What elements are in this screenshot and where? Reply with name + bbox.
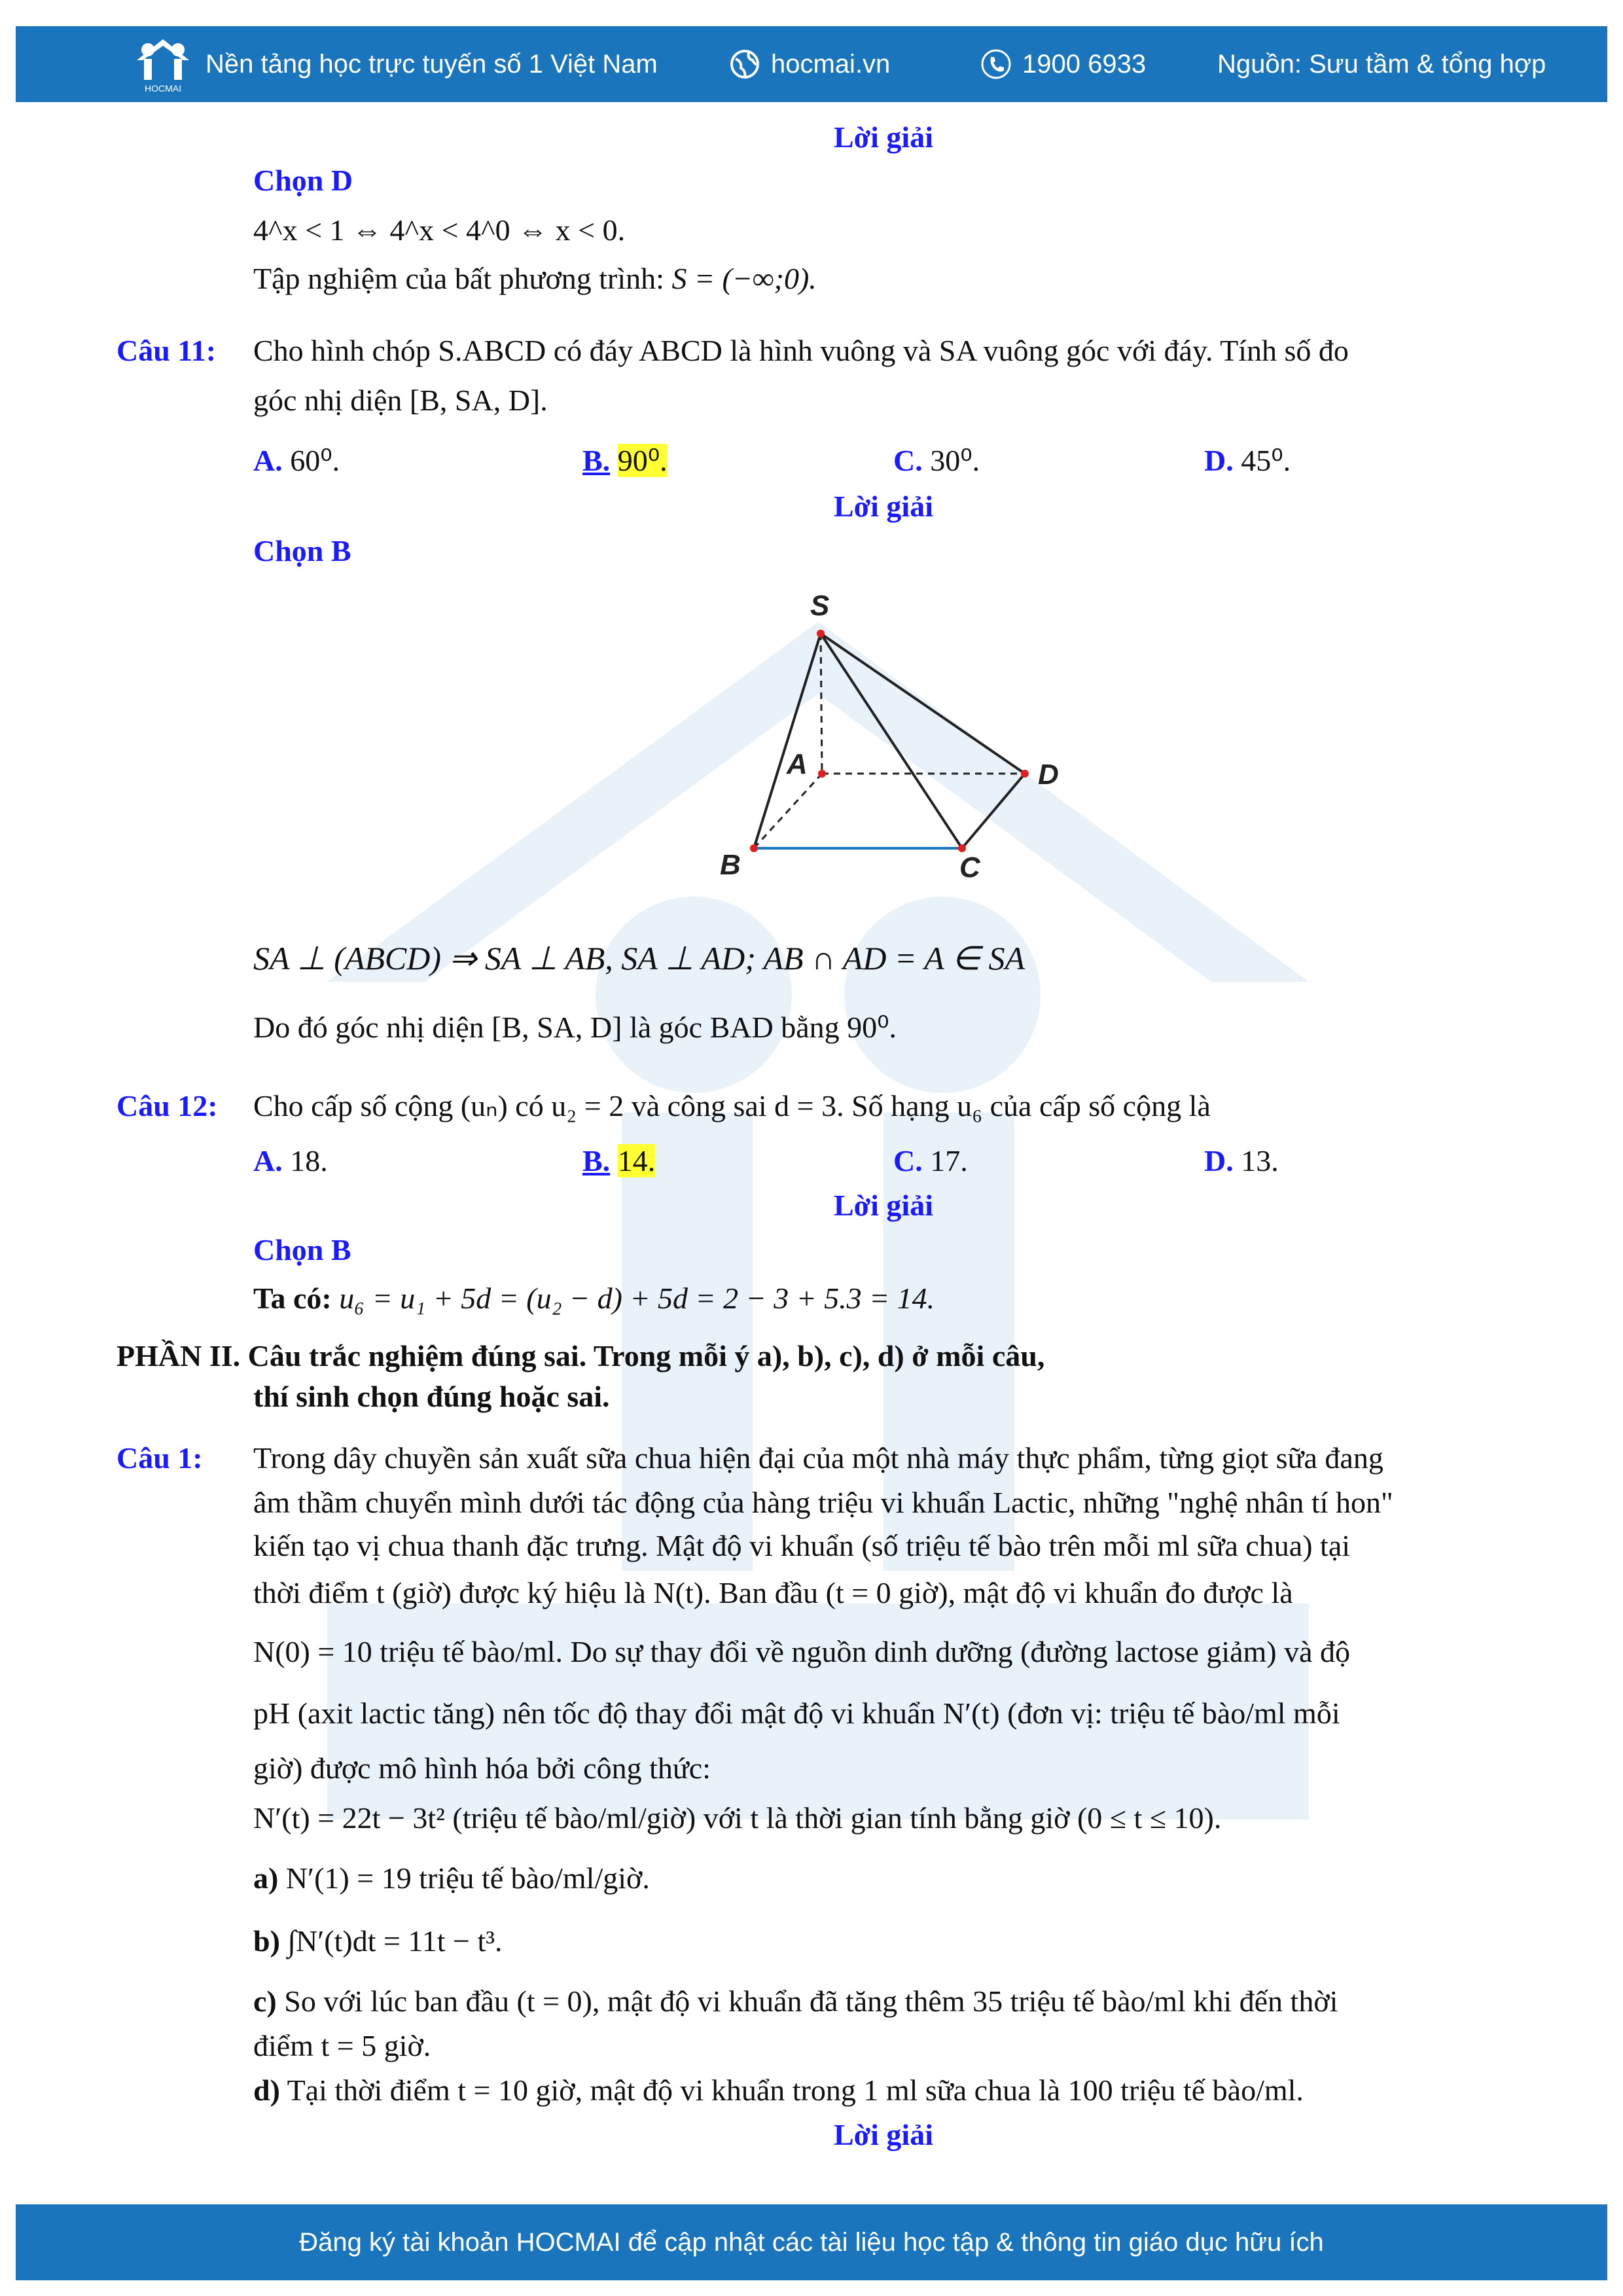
- q12-option-d-value: 13.: [1241, 1144, 1279, 1177]
- q11-option-c: [893, 442, 980, 479]
- q12-option-a-key: A.: [253, 1144, 283, 1177]
- vertex-S: [817, 630, 825, 637]
- vertex-D: [1021, 770, 1029, 778]
- q1-statement-d-key: d): [253, 2073, 280, 2107]
- q12-option-c: [893, 1143, 968, 1179]
- q11-option-d: [1204, 442, 1291, 479]
- q12-text: Cho cấp số cộng (uₙ) có u₂ = 2 và công sai d = 3. Số hạng u₆ của cấp số cộng là: [253, 1089, 1211, 1122]
- q10-line1: [253, 212, 625, 249]
- q1-para-line5: N(0) = 10 triệu tế bào/ml. Do sự thay đổi về nguồn dinh dưỡng (đường lactose giảm) và độ: [253, 1635, 1351, 1668]
- logo-text: HOCMAI: [145, 83, 181, 94]
- edge-SB: [754, 634, 821, 848]
- edge-SC: [821, 634, 962, 848]
- q11-choice: Chọn B: [253, 534, 351, 567]
- header-website[interactable]: [729, 26, 890, 102]
- q10-solution-title: Lời giải: [834, 120, 933, 154]
- label-A: A: [787, 748, 808, 780]
- q11-option-c-key: C.: [893, 444, 923, 477]
- globe-icon: [729, 48, 760, 80]
- q1-statement-a: [253, 1860, 650, 1897]
- q1-para-line4: thời điểm t (giờ) được ký hiệu là N(t). Ban đầu (t = 0 giờ), mật độ vi khuẩn đo được là: [253, 1576, 1293, 1609]
- q1-statement-c: [253, 1983, 1338, 2020]
- q12-option-c-key: C.: [893, 1144, 923, 1177]
- q11-label: Câu 11:: [116, 334, 217, 367]
- q1-statement-b-key: b): [253, 1924, 280, 1958]
- phone-icon: [980, 48, 1012, 80]
- q1-statement-c-text: So với lúc ban đầu (t = 0), mật độ vi khuẩn đã tăng thêm 35 triệu tế bào/ml khi đến thời: [284, 1984, 1338, 2018]
- q11-text2: góc nhị diện [B, SA, D].: [253, 384, 548, 417]
- q10-choice: Chọn D: [253, 164, 353, 197]
- vertex-A: [818, 770, 826, 778]
- q12-option-a: [253, 1143, 328, 1179]
- q11-option-a-key: A.: [253, 444, 283, 477]
- label-C: C: [959, 852, 980, 884]
- q12-option-b-key: B.: [582, 1144, 611, 1177]
- footer-text: Đăng ký tài khoản HOCMAI để cập nhật các tài liệu học tập & thông tin giáo dục hữu ích: [299, 2227, 1324, 2257]
- q1-statement-c-cont: điểm t = 5 giờ.: [253, 2029, 431, 2062]
- q12-solution-math: u₆ = u₁ + 5d = (u₂ − d) + 5d = 2 − 3 + 5.3 = 14.: [339, 1282, 935, 1315]
- edge-CD: [962, 774, 1025, 848]
- q11-solution-title: Lời giải: [834, 490, 933, 523]
- vertex-B: [750, 844, 758, 852]
- phone-text: 1900 6933: [1022, 49, 1147, 79]
- label-D: D: [1038, 759, 1059, 791]
- q12-solution: [253, 1280, 935, 1317]
- q1-statement-d: [253, 2072, 1304, 2109]
- header-source: Nguồn: Sưu tầm & tổng hợp: [1217, 49, 1546, 79]
- q12-option-d: [1204, 1143, 1279, 1179]
- q11-option-a-value: 60⁰.: [290, 444, 340, 477]
- q11-option-a: [253, 442, 340, 479]
- q1-solution-title: Lời giải: [834, 2118, 933, 2151]
- label-S: S: [810, 590, 830, 622]
- header-phone[interactable]: [980, 26, 1146, 102]
- label-B: B: [720, 849, 741, 881]
- website-text: hocmai.vn: [771, 49, 891, 79]
- q10-line2-math: S = (−∞;0).: [671, 262, 817, 295]
- q1-statement-b: [253, 1923, 503, 1960]
- edge-SD: [821, 634, 1025, 774]
- hocmai-logo-icon: [127, 38, 199, 94]
- q12-label: Câu 12:: [116, 1089, 218, 1122]
- q1-para-line6: pH (axit lactic tăng) nên tốc độ thay đổi mật độ vi khuẩn N′(t) (đơn vị: triệu tế bào/ml mỗi: [253, 1696, 1340, 1730]
- q1-statement-d-text: Tại thời điểm t = 10 giờ, mật độ vi khuẩn trong 1 ml sữa chua là 100 triệu tế bào/ml.: [287, 2073, 1304, 2107]
- q1-formula: N′(t) = 22t − 3t² (triệu tế bào/ml/giờ) với t là thời gian tính bằng giờ (0 ≤ t ≤ 10).: [253, 1801, 1222, 1835]
- q12-option-b-value: 14.: [617, 1144, 656, 1177]
- q12-option-a-value: 18.: [290, 1144, 328, 1177]
- q11-solution-line1: SA ⊥ (ABCD) ⇒ SA ⊥ AB, SA ⊥ AD; AB ∩ AD = A ∈ SA: [253, 940, 1026, 977]
- q12-solution-title: Lời giải: [834, 1189, 933, 1222]
- edge-SA: [821, 634, 822, 774]
- pyramid-figure: [707, 576, 1099, 890]
- q11-option-d-key: D.: [1204, 444, 1234, 477]
- q11-option-b: [582, 442, 668, 479]
- q11-option-b-value: 90⁰.: [617, 444, 668, 477]
- q12-option-c-value: 17.: [930, 1144, 968, 1177]
- q12-option-d-key: D.: [1204, 1144, 1234, 1177]
- page-footer[interactable]: [16, 2204, 1607, 2280]
- q10-line1-math: 4^x < 1 ⇔ 4^x < 4^0 ⇔ x < 0.: [253, 213, 626, 247]
- q11-option-d-value: 45⁰.: [1241, 444, 1291, 477]
- q1-para-line3: kiến tạo vị chua thanh đặc trưng. Mật độ vi khuẩn (số triệu tế bào trên mỗi ml sữa chua) tại: [253, 1529, 1351, 1562]
- q1-para-line7: giờ) được mô hình hóa bởi công thức:: [253, 1751, 711, 1785]
- edge-AB: [754, 774, 822, 848]
- q11-option-b-key: B.: [582, 444, 611, 477]
- q11-solution-line2: Do đó góc nhị diện [B, SA, D] là góc BAD bằng 90⁰.: [253, 1011, 897, 1044]
- q11-text1: Cho hình chóp S.ABCD có đáy ABCD là hình vuông và SA vuông góc với đáy. Tính số đo: [253, 334, 1349, 367]
- q1-para-line2: âm thầm chuyển mình dưới tác động của hàng triệu vi khuẩn Lactic, những "nghệ nhân tí hon": [253, 1486, 1393, 1519]
- part2-heading-line2: thí sinh chọn đúng hoặc sai.: [253, 1380, 610, 1413]
- q12-choice: Chọn B: [253, 1233, 351, 1266]
- page-header: [16, 26, 1607, 102]
- q12-option-b: [582, 1143, 655, 1179]
- q1-statement-b-text: ∫N′(t)dt = 11t − t³.: [287, 1924, 503, 1958]
- q10-line2: [253, 260, 817, 297]
- part2-heading-line1: PHẦN II. Câu trắc nghiệm đúng sai. Trong mỗi ý a), b), c), d) ở mỗi câu,: [116, 1339, 1045, 1372]
- q10-line2-text: Tập nghiệm của bất phương trình:: [253, 262, 664, 295]
- q12-solution-prefix: Ta có:: [253, 1282, 332, 1315]
- q1-statement-a-key: a): [253, 1861, 279, 1895]
- q1-statement-c-key: c): [253, 1984, 277, 2018]
- header-tagline: Nền tảng học trực tuyến số 1 Việt Nam: [205, 49, 658, 79]
- q1-label: Câu 1:: [116, 1441, 203, 1475]
- q1-statement-a-text: N′(1) = 19 triệu tế bào/ml/giờ.: [285, 1861, 650, 1895]
- q1-para-line1: Trong dây chuyền sản xuất sữa chua hiện đại của một nhà máy thực phẩm, từng giọt sữa đang: [253, 1441, 1383, 1475]
- q11-option-c-value: 30⁰.: [930, 444, 980, 477]
